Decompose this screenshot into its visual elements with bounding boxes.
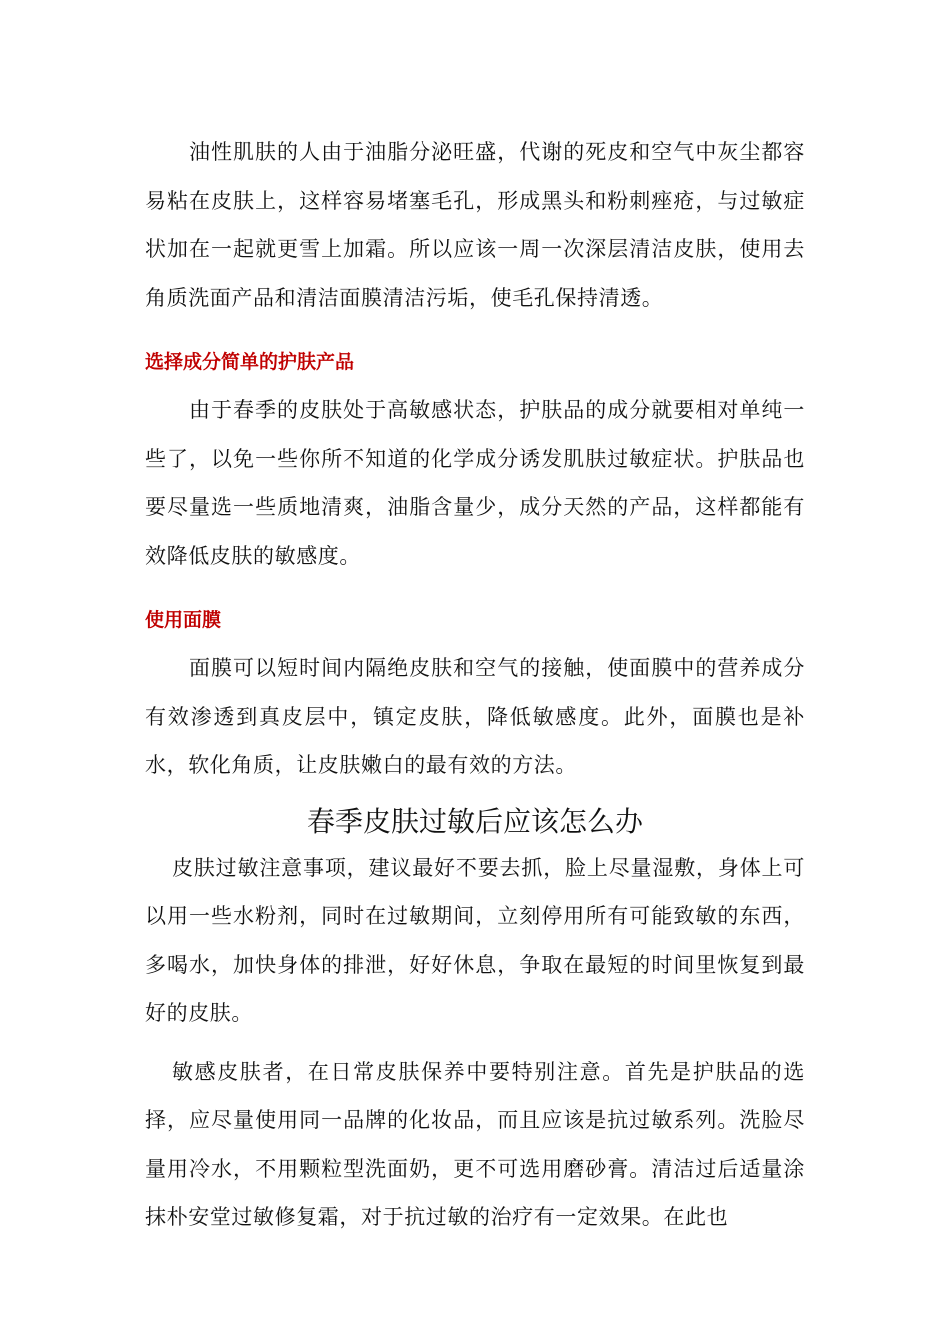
document-page [145, 128, 805, 1242]
paragraph-simple-products: 由于春季的皮肤处于高敏感状态，护肤品的成分就要相对单纯一些了，以免一些你所不知道的化学成分诱发肌肤过敏症状。护肤品也要尽量选一些质地清爽，油脂含量少，成分天然的产品，这样都能有效降低皮肤的敏感度。 [145, 398, 805, 568]
subheading-mask: 使用面膜 [145, 609, 222, 631]
paragraph-sensitive-skin: 敏感皮肤者，在日常皮肤保养中要特别注意。首先是护肤品的选择，应尽量使用同一品牌的化妆品，而且应该是抗过敏系列。洗脸尽量用冷水，不用颗粒型洗面奶，更不可选用磨砂膏。清洁过后适量涂抹朴安堂过敏修复霜，对于抗过敏的治疗有一定效果。在此也 [145, 1059, 805, 1229]
subheading-simple-products: 选择成分简单的护肤产品 [145, 351, 355, 373]
paragraph-mask: 面膜可以短时间内隔绝皮肤和空气的接触，使面膜中的营养成分有效渗透到真皮层中，镇定皮肤，降低敏感度。此外，面膜也是补水，软化角质，让皮肤嫩白的最有效的方法。 [145, 656, 805, 777]
paragraph-allergy-care: 皮肤过敏注意事项，建议最好不要去抓，脸上尽量湿敷，身体上可以用一些水粉剂，同时在过敏期间，立刻停用所有可能致敏的东西，多喝水，加快身体的排泄，好好休息，争取在最短的时间里恢复到最好的皮肤。 [145, 855, 805, 1025]
paragraph-oily-skin: 油性肌肤的人由于油脂分泌旺盛，代谢的死皮和空气中灰尘都容易粘在皮肤上，这样容易堵塞毛孔，形成黑头和粉刺痤疮，与过敏症状加在一起就更雪上加霜。所以应该一周一次深层清洁皮肤，使用去角质洗面产品和清洁面膜清洁污垢，使毛孔保持清透。 [145, 140, 805, 310]
section-title: 春季皮肤过敏后应该怎么办 [306, 804, 643, 838]
